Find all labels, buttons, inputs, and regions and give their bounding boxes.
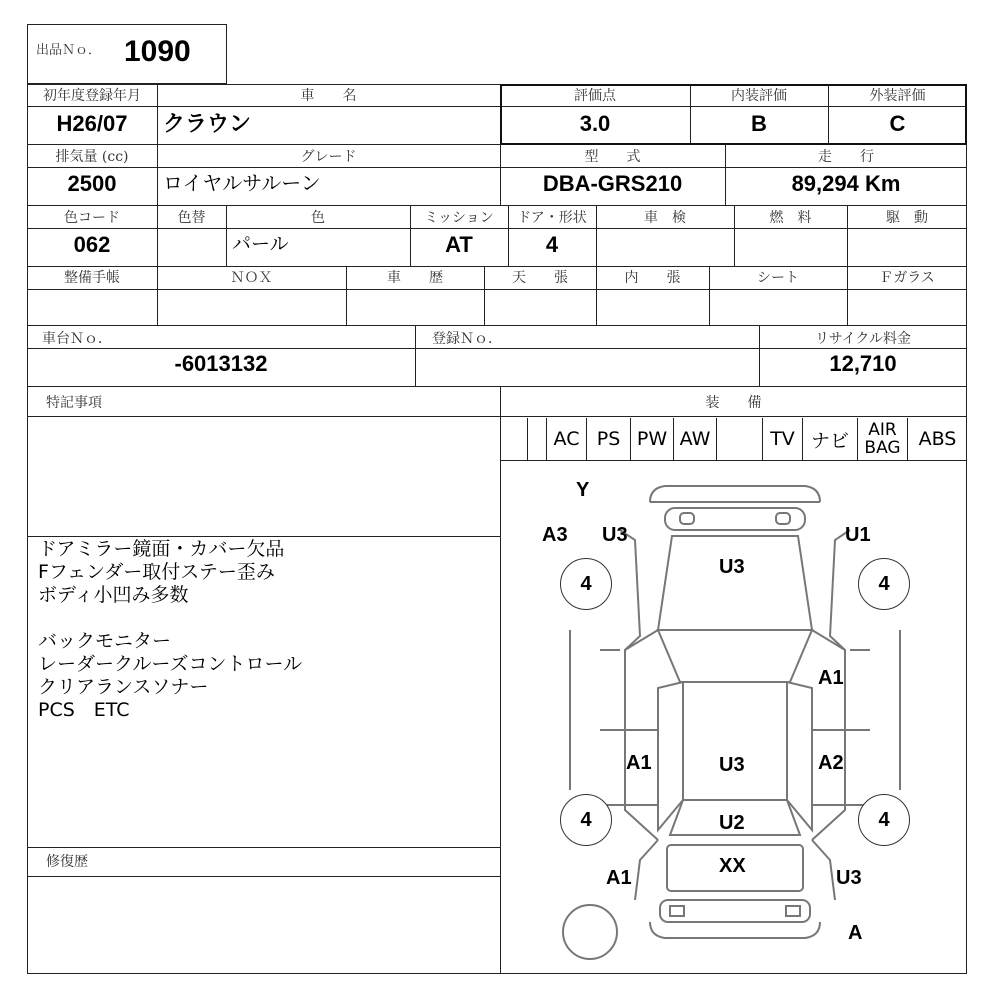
drive-label: 駆 動 [886,210,928,226]
divider [27,416,967,417]
divider [27,386,967,387]
mission-value: AT [445,232,473,257]
exterior-label: 外装評価 [869,88,926,104]
recycle-fee-value: 12,710 [829,351,897,376]
divider [27,228,967,229]
mark-front-left-fender: U3 [602,524,628,546]
divider [27,348,967,349]
exterior-value: C [889,111,906,136]
recolor-label: 色替 [177,210,206,226]
equipment-pw: PW [631,418,674,460]
seat-label: シート [757,270,799,286]
color-value: パール [232,234,289,255]
score-value: 3.0 [579,111,611,136]
remarks-line: Fフェンダー取付ステー歪み [38,561,275,583]
equipment-navi: ナビ [803,418,858,460]
repair-history-label: 修復歴 [46,854,88,870]
model-value: DBA-GRS210 [542,171,683,196]
history-label: 車 歴 [387,270,443,286]
tyre-front-left: 4 [560,558,612,610]
equipment-label: 装 備 [705,395,762,411]
grade-value: ロイヤルサルーン [163,173,321,195]
car-diagram [500,460,967,974]
interior-label: 内装評価 [731,88,787,104]
car-name-value: クラウン [163,111,252,136]
mark-right-front-door: A1 [818,667,844,689]
tyre-rear-left: 4 [560,794,612,846]
chassis-label: 車台Ｎｏ． [42,331,112,347]
equipment-abs: ABS [918,428,957,450]
divider [27,325,967,326]
mark-front-left-corner: A3 [542,524,568,546]
door-value: 4 [545,232,559,257]
mileage-value: 89,294 Km [791,171,901,196]
mark-front-right-fender: U1 [845,524,871,546]
interior-value: B [751,111,767,136]
mission-label: ミッション [424,210,494,226]
fuel-label: 燃 料 [769,210,812,226]
equipment-airbag: AIR BAG [858,418,908,460]
tyre-front-right: 4 [858,558,910,610]
divider [27,847,500,848]
lot-label: 出品Ｎｏ． [36,43,102,58]
divider [415,325,416,386]
spare-tyre-icon [563,905,617,959]
equipment-aw: AW [674,418,717,460]
tyre-rear-right: 4 [858,794,910,846]
remarks-line: PCS ETC [38,699,130,721]
lot-number: 1090 [124,35,191,68]
mark-right-rear-door: A2 [818,752,844,774]
equipment-ps: PS [587,418,631,460]
mark-bonnet: U3 [719,556,745,578]
mark-left-door: A1 [626,752,652,774]
mark-rear-right-quarter: U3 [836,867,862,889]
divider [27,205,967,206]
remarks-line: ドアミラー鏡面・カバー欠品 [38,538,285,560]
door-label: ドア・形状 [517,210,587,226]
headliner-label: 天 張 [512,270,568,286]
divider [27,536,500,537]
first-reg-label: 初年度登録年月 [43,88,141,104]
maintenance-book-label: 整備手帳 [64,270,120,286]
remarks-line: レーダークルーズコントロール [38,653,303,675]
car-name-label: 車 名 [300,88,357,104]
recycle-fee-label: リサイクル料金 [814,331,912,347]
displacement-value: 2500 [67,171,117,196]
remarks-label: 特記事項 [46,395,102,411]
equipment-blank [527,418,547,460]
color-label: 色 [311,210,325,226]
mark-rear-window: U2 [719,812,745,834]
grade-label: グレード [300,149,357,165]
remarks-line: ボディ小凹み多数 [38,584,189,606]
chassis-value: -6013132 [174,351,268,376]
interior-trim-label: 内 張 [624,270,681,286]
equipment-tv: TV [763,418,803,460]
equipment-blank [717,418,763,460]
divider [27,266,967,267]
divider [27,167,967,168]
score-label: 評価点 [574,88,616,104]
mark-rear-left-quarter: A1 [606,867,632,889]
divider [27,289,967,290]
equipment-ac: AC [547,418,587,460]
color-code-label: 色コード [64,210,120,226]
divider [27,876,500,877]
remarks-line [38,607,302,630]
mileage-label: 走 行 [818,149,874,165]
remarks-text [38,538,302,722]
color-code-value: 062 [73,232,111,257]
mark-windshield: Y [576,479,590,501]
displacement-label: 排気量 (cc) [55,149,129,165]
mark-roof: U3 [719,754,745,776]
registration-label: 登録Ｎｏ． [432,331,502,347]
first-reg-value: H26/07 [56,111,128,136]
model-label: 型 式 [584,149,641,165]
front-glass-label: Ｆガラス [879,270,935,286]
remarks-line: クリアランスソナー [38,676,209,698]
remarks-line: バックモニター [38,630,172,652]
inspection-label: 車 検 [644,210,686,226]
mark-rear-bumper: A [848,922,863,944]
nox-label: ＮＯＸ [230,270,273,286]
mark-trunk: XX [719,855,746,877]
